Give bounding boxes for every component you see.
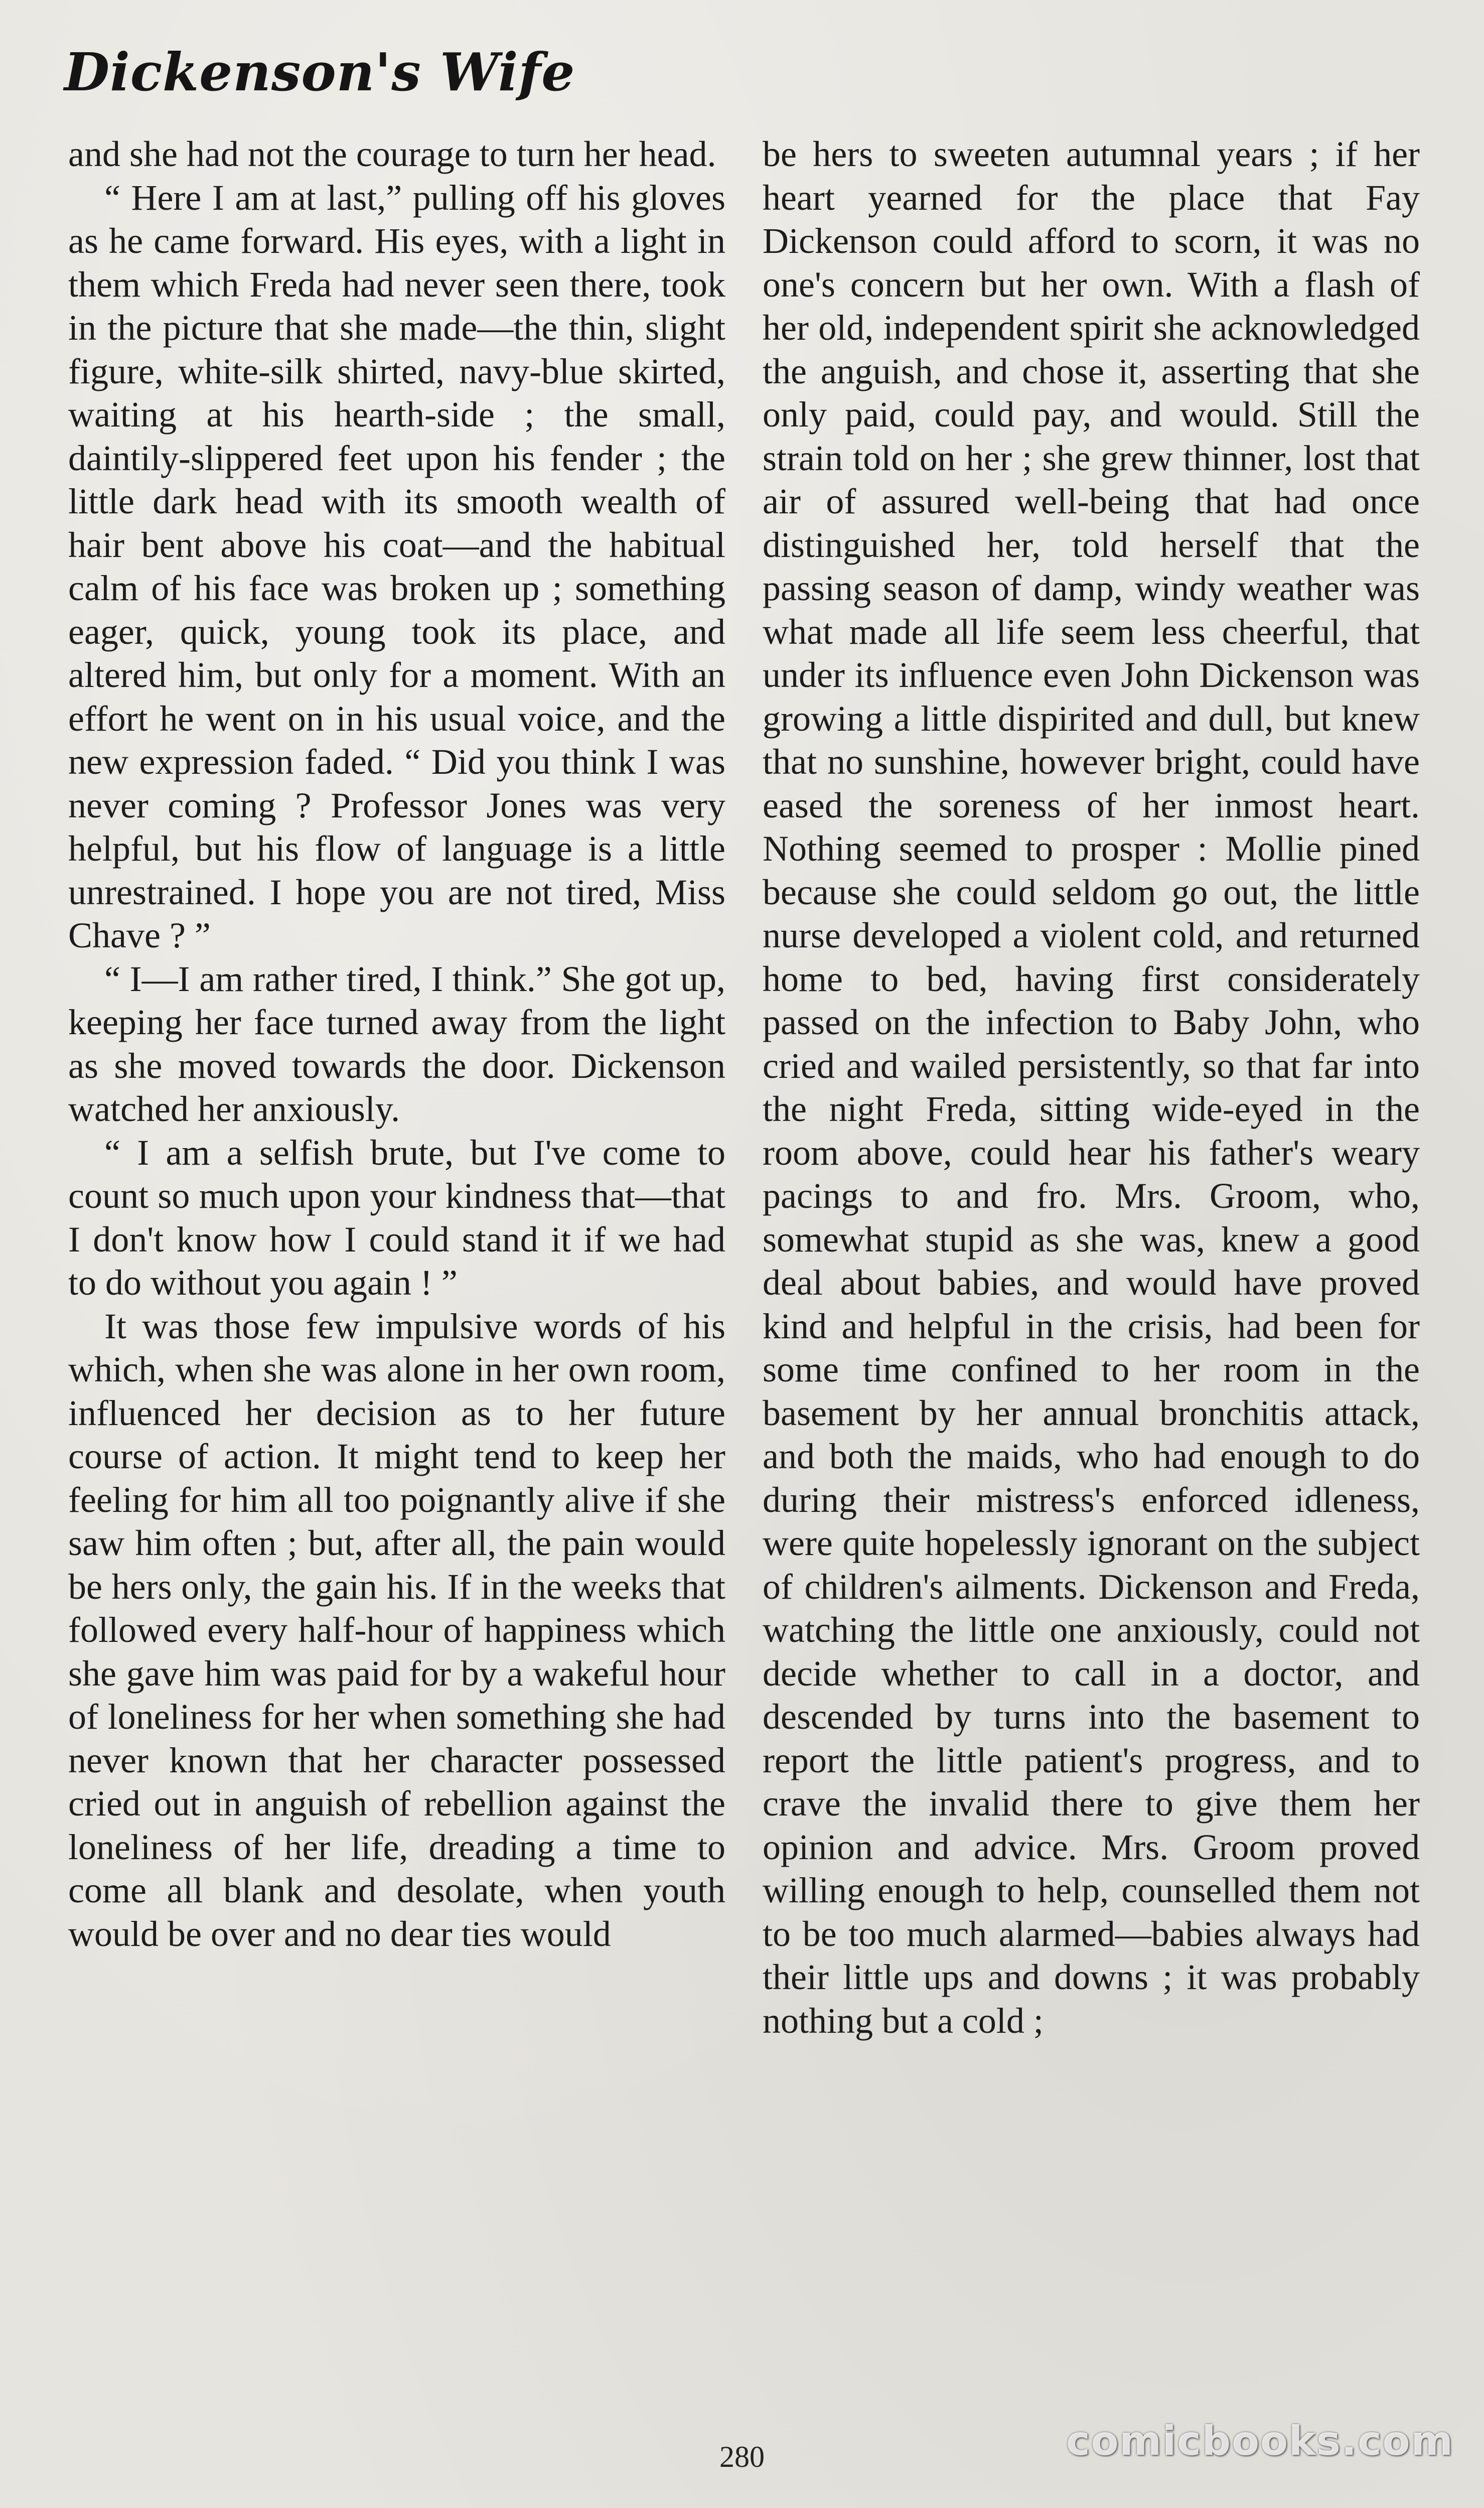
paragraph: be hers to sweeten autumnal years ; if her heart yearned for the place that Fay Dickenson could afford to scorn, it was no one's concern but her own. With a flash of her old, independent spirit she acknowledged the anguish, and chose it, asserting that she only paid, could pay, and would. Still the strain told on her ; she grew thinner, lost that air of assured well-being that had once distinguished her, told herself that the passing season of damp, windy weather was what made all life seem less cheerful, that under its influence even John Dickenson was growing a little dispirited and dull, but knew that no sunshine, however bright, could have eased the soreness of her inmost heart. Nothing seemed to prosper : Mollie pined because she could seldom go out, the little nurse developed a violent cold, and returned home to bed, having first considerately passed on the infection to Baby John, who cried and wailed persistently, so that far into the night Freda, sitting wide-eyed in the room above, could hear his father's weary pacings to and fro. Mrs. Groom, who, somewhat stupid as she was, knew a good deal about babies, and would have proved kind and helpful in the crisis, had been for some time confined to her room in the basement by her annual bronchitis attack, and both the maids, who had enough to do during their mistress's enforced idleness, were quite hopelessly ignorant on the subject of children's ailments. Dickenson and Freda, watching the little one anxiously, could not decide whether to call in a doctor, and descended by turns into the basement to report the little patient's progress, and to crave the invalid there to give them her opinion and advice. Mrs. Groom proved willing enough to help, counselled them not to be too much alarmed—babies always had their little ups and downs ; it was probably nothing but a cold ;	[763, 134, 1420, 2041]
paragraph: “ Here I am at last,” pulling off his gloves as he came forward. His eyes, with a light in them which Freda had never seen there, took in the picture that she made—the thin, slight figure, white-silk shirted, navy-blue skirted, waiting at his hearth-side ; the small, daintily-slippered feet upon his fender ; the little dark head with its smooth wealth of hair bent above his coat—and the habitual calm of his face was broken up ; something eager, quick, young took its place, and altered him, but only for a moment. With an effort he went on in his usual voice, and the new expression faded. “ Did you think I was never coming ? Professor Jones was very helpful, but his flow of language is a little unrestrained. I hope you are not tired, Miss Chave ? ”	[68, 177, 725, 955]
left-text-column	[68, 132, 725, 2421]
page-number: 280	[719, 2440, 765, 2473]
site-watermark: comicbooks.com	[1066, 2418, 1454, 2464]
paragraph: It was those few impulsive words of his which, when she was alone in her own room, influenced her decision as to her future course of action. It might tend to keep her feeling for him all too poignantly alive if she saw him often ; but, after all, the pain would be hers only, the gain his. If in the weeks that followed every half-hour of happiness which she gave him was paid for by a wakeful hour of loneliness for her when something she had never known that her character possessed cried out in anguish of rebellion against the loneliness of her life, dreading a time to come all blank and desolate, when youth would be over and no dear ties would	[68, 1306, 725, 1954]
paragraph: and she had not the courage to turn her head.	[68, 134, 716, 174]
paragraph: “ I am a selfish brute, but I've come to count so much upon your kindness that—that I don't know how I could stand it if we had to do without you again ! ”	[68, 1132, 725, 1303]
paragraph: “ I—I am rather tired, I think.” She got up, keeping her face turned away from the light as she moved towards the door. Dickenson watched her anxiously.	[68, 958, 725, 1129]
running-title: Dickenson's Wife	[64, 41, 575, 103]
right-text-column	[763, 132, 1420, 2421]
